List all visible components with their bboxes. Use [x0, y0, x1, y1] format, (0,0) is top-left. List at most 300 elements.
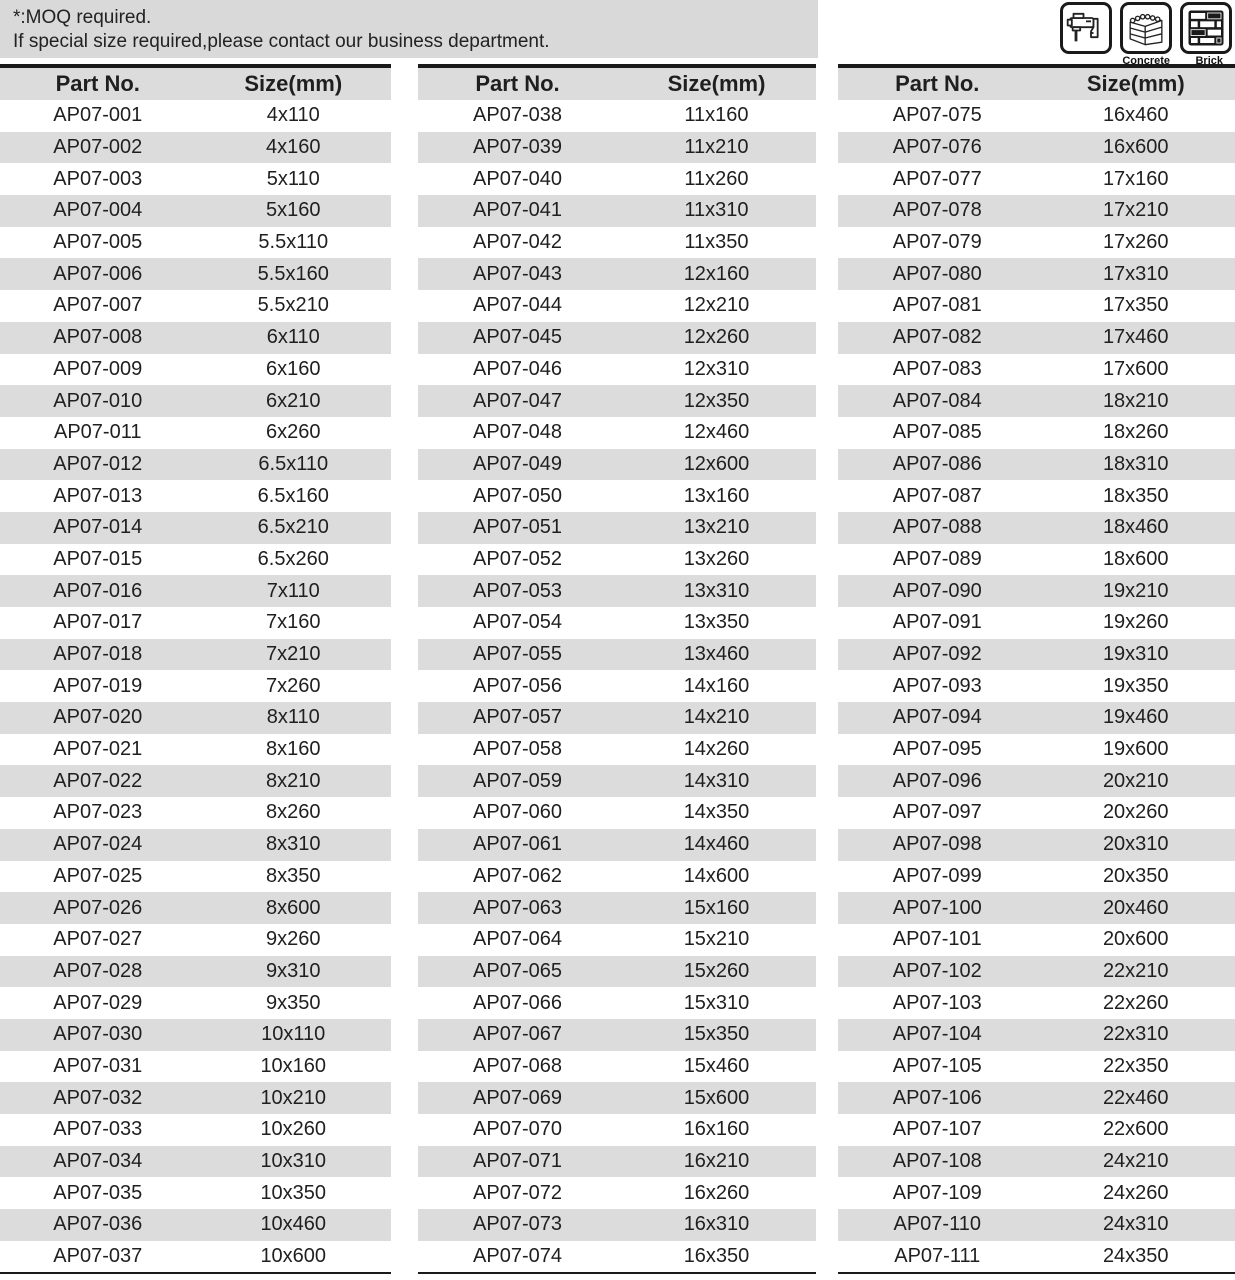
- part-no-cell: AP07-042: [473, 231, 562, 254]
- part-no-cell: AP07-055: [473, 643, 562, 666]
- size-cell: 17x460: [1102, 326, 1169, 349]
- size-cell: 20x260: [1102, 801, 1169, 824]
- part-no-cell: AP07-007: [53, 294, 143, 317]
- size-cell: 6x160: [266, 357, 321, 380]
- table-row: [838, 290, 1235, 322]
- size-cell: 18x260: [1102, 421, 1169, 444]
- table-row: [418, 100, 816, 132]
- part-no-cell: AP07-012: [53, 452, 143, 475]
- size-cell: 16x160: [683, 1118, 750, 1141]
- size-cell: 20x600: [1102, 928, 1169, 951]
- table-row: [0, 449, 391, 481]
- part-no-cell: AP07-108: [892, 1150, 982, 1173]
- size-cell: 10x460: [260, 1213, 327, 1236]
- part-no-cell: AP07-009: [53, 357, 143, 380]
- part-no-cell: AP07-089: [892, 547, 982, 570]
- size-cell: 14x600: [683, 864, 750, 887]
- table-row: [418, 892, 816, 924]
- size-cell: 8x350: [266, 864, 321, 887]
- part-no-cell: AP07-024: [53, 833, 143, 856]
- table-row: [418, 195, 816, 227]
- size-cell: 16x460: [1102, 104, 1169, 127]
- part-no-cell: AP07-066: [473, 991, 562, 1014]
- hammer-drill-icon: [1060, 2, 1112, 54]
- table-row: [0, 163, 391, 195]
- part-no-cell: AP07-002: [53, 136, 143, 159]
- size-cell: 7x210: [266, 643, 321, 666]
- table-row: [0, 765, 391, 797]
- part-no-cell: AP07-097: [892, 801, 982, 824]
- part-no-cell: AP07-084: [892, 389, 982, 412]
- table-row: [418, 829, 816, 861]
- table-row: [838, 195, 1235, 227]
- size-cell: 10x160: [260, 1054, 327, 1077]
- table-row: [0, 924, 391, 956]
- size-cell: 8x110: [266, 706, 320, 729]
- size-cell: 16x210: [683, 1150, 750, 1173]
- part-no-cell: AP07-039: [473, 136, 562, 159]
- part-no-cell: AP07-020: [53, 706, 143, 729]
- part-no-cell: AP07-103: [892, 991, 982, 1014]
- table-row: [0, 861, 391, 893]
- table-row: [418, 132, 816, 164]
- part-no-cell: AP07-070: [473, 1118, 562, 1141]
- table-row: [0, 607, 391, 639]
- table-row: [838, 449, 1235, 481]
- table-row: [0, 290, 391, 322]
- table-row: [0, 734, 391, 766]
- table-row: [418, 385, 816, 417]
- table-row: [418, 956, 816, 988]
- table-row: [0, 1241, 391, 1273]
- size-cell: 22x210: [1102, 959, 1169, 982]
- size-cell: 20x310: [1102, 833, 1169, 856]
- size-cell: 5.5x160: [257, 262, 329, 285]
- part-no-cell: AP07-087: [892, 484, 982, 507]
- table-row: [838, 956, 1235, 988]
- part-no-cell: AP07-056: [473, 674, 562, 697]
- part-no-cell: AP07-064: [473, 928, 562, 951]
- table-row: [838, 258, 1235, 290]
- part-no-cell: AP07-035: [53, 1181, 143, 1204]
- size-cell: 24x310: [1102, 1213, 1169, 1236]
- size-cell: 18x350: [1102, 484, 1169, 507]
- table-row: [838, 417, 1235, 449]
- part-no-cell: AP07-006: [53, 262, 143, 285]
- table-row: [418, 1241, 816, 1273]
- table-row: [418, 670, 816, 702]
- part-no-cell: AP07-026: [53, 896, 143, 919]
- part-no-cell: AP07-003: [53, 167, 143, 190]
- part-no-cell: AP07-058: [473, 738, 562, 761]
- size-cell: 10x210: [260, 1086, 327, 1109]
- table-row: [838, 544, 1235, 576]
- size-cell: 24x210: [1102, 1150, 1169, 1173]
- size-cell: 11x350: [684, 231, 749, 254]
- size-cell: 15x600: [683, 1086, 750, 1109]
- part-no-cell: AP07-060: [473, 801, 562, 824]
- table-row: [0, 956, 391, 988]
- part-no-cell: AP07-054: [473, 611, 562, 634]
- table-row: [838, 132, 1235, 164]
- brick-icon-label: Brick: [1195, 55, 1223, 67]
- table-row: [0, 1177, 391, 1209]
- part-no-cell: AP07-028: [53, 959, 143, 982]
- part-no-cell: AP07-082: [892, 326, 982, 349]
- size-cell: 15x160: [683, 896, 750, 919]
- table-row: [0, 1051, 391, 1083]
- size-cell: 17x350: [1102, 294, 1169, 317]
- size-cell: 12x210: [683, 294, 750, 317]
- part-no-cell: AP07-047: [473, 389, 562, 412]
- table-body: [838, 100, 1235, 1272]
- table-row: [838, 354, 1235, 386]
- size-cell: 22x310: [1102, 1023, 1169, 1046]
- size-cell: 7x260: [266, 674, 321, 697]
- size-cell: 22x460: [1102, 1086, 1169, 1109]
- size-cell: 4x110: [266, 104, 320, 127]
- size-cell: 19x460: [1102, 706, 1169, 729]
- table-row: [418, 449, 816, 481]
- table-row: [838, 797, 1235, 829]
- part-no-cell: AP07-088: [892, 516, 982, 539]
- part-no-cell: AP07-062: [473, 864, 562, 887]
- table-row: [838, 163, 1235, 195]
- size-cell: 18x600: [1102, 547, 1169, 570]
- part-no-cell: AP07-061: [473, 833, 562, 856]
- size-cell: 20x460: [1102, 896, 1169, 919]
- table-row: [838, 100, 1235, 132]
- table-row: [0, 132, 391, 164]
- part-no-cell: AP07-078: [892, 199, 982, 222]
- table-row: [0, 987, 391, 1019]
- part-no-cell: AP07-043: [473, 262, 562, 285]
- part-no-cell: AP07-083: [892, 357, 982, 380]
- size-cell: 19x310: [1102, 643, 1169, 666]
- size-cell: 13x350: [683, 611, 750, 634]
- size-cell: 12x350: [683, 389, 750, 412]
- size-cell: 5.5x210: [257, 294, 329, 317]
- size-cell: 6.5x160: [257, 484, 329, 507]
- table-row: [418, 227, 816, 259]
- part-no-cell: AP07-008: [53, 326, 143, 349]
- part-no-cell: AP07-022: [53, 769, 143, 792]
- size-cell: 22x350: [1102, 1054, 1169, 1077]
- table-row: [0, 417, 391, 449]
- part-no-cell: AP07-029: [53, 991, 143, 1014]
- size-cell: 5x160: [266, 199, 321, 222]
- size-cell: 7x110: [266, 579, 320, 602]
- size-cell: 12x310: [683, 357, 750, 380]
- part-no-cell: AP07-102: [892, 959, 982, 982]
- part-no-cell: AP07-038: [473, 104, 562, 127]
- size-cell: 14x160: [683, 674, 750, 697]
- part-no-cell: AP07-036: [53, 1213, 143, 1236]
- part-no-cell: AP07-001: [53, 104, 143, 127]
- table-row: [418, 290, 816, 322]
- part-no-cell: AP07-105: [892, 1054, 982, 1077]
- part-no-cell: AP07-049: [473, 452, 562, 475]
- table-row: [0, 670, 391, 702]
- table-row: [0, 480, 391, 512]
- table-row: [838, 385, 1235, 417]
- moq-note-line2: If special size required,please contact our business department.: [13, 31, 550, 52]
- size-cell: 22x600: [1102, 1118, 1169, 1141]
- part-no-cell: AP07-045: [473, 326, 562, 349]
- table-row: [0, 1082, 391, 1114]
- size-cell: 8x260: [266, 801, 321, 824]
- size-cell: 9x310: [266, 959, 321, 982]
- part-no-cell: AP07-095: [892, 738, 982, 761]
- table-row: [418, 417, 816, 449]
- table-row: [0, 227, 391, 259]
- size-cell: 17x600: [1102, 357, 1169, 380]
- table-row: [838, 1177, 1235, 1209]
- table-row: [0, 797, 391, 829]
- table-row: [0, 702, 391, 734]
- size-cell: 13x310: [683, 579, 750, 602]
- size-cell: 6.5x210: [257, 516, 329, 539]
- part-no-cell: AP07-077: [892, 167, 982, 190]
- table-row: [0, 1114, 391, 1146]
- table-row: [0, 354, 391, 386]
- table-row: [418, 1146, 816, 1178]
- table-row: [0, 1146, 391, 1178]
- part-no-cell: AP07-013: [53, 484, 143, 507]
- part-no-cell: AP07-073: [473, 1213, 562, 1236]
- parts-table-1: [0, 64, 391, 1274]
- table-row: [0, 1019, 391, 1051]
- table-row: [418, 1177, 816, 1209]
- part-no-cell: AP07-101: [892, 928, 982, 951]
- table-row: [418, 258, 816, 290]
- table-row: [0, 544, 391, 576]
- part-no-cell: AP07-092: [892, 643, 982, 666]
- part-no-cell: AP07-065: [473, 959, 562, 982]
- part-no-cell: AP07-094: [892, 706, 982, 729]
- table-row: [838, 1114, 1235, 1146]
- table-row: [838, 639, 1235, 671]
- part-no-cell: AP07-030: [53, 1023, 143, 1046]
- size-cell: 17x260: [1102, 231, 1169, 254]
- size-cell: 16x600: [1102, 136, 1169, 159]
- part-no-cell: AP07-079: [892, 231, 982, 254]
- table-row: [838, 670, 1235, 702]
- part-no-cell: AP07-033: [53, 1118, 143, 1141]
- part-no-cell: AP07-010: [53, 389, 143, 412]
- table-row: [0, 322, 391, 354]
- table-row: [418, 1051, 816, 1083]
- part-no-cell: AP07-110: [893, 1213, 981, 1236]
- part-no-cell: AP07-100: [892, 896, 982, 919]
- size-cell: 18x210: [1102, 389, 1169, 412]
- size-cell: 9x260: [266, 928, 321, 951]
- part-no-cell: AP07-104: [892, 1023, 982, 1046]
- size-cell: 12x460: [683, 421, 750, 444]
- table-row: [838, 227, 1235, 259]
- size-cell: 12x260: [683, 326, 750, 349]
- table-row: [418, 797, 816, 829]
- size-cell: 17x310: [1102, 262, 1169, 285]
- size-cell: 8x210: [266, 769, 321, 792]
- size-cell: 10x110: [261, 1023, 326, 1046]
- part-no-cell: AP07-051: [473, 516, 562, 539]
- part-no-cell: AP07-052: [473, 547, 562, 570]
- table-row: [838, 734, 1235, 766]
- part-no-cell: AP07-081: [892, 294, 982, 317]
- part-no-cell: AP07-044: [473, 294, 562, 317]
- size-cell: 10x600: [260, 1245, 327, 1268]
- concrete-icon: [1120, 2, 1172, 54]
- size-cell: 11x160: [684, 104, 749, 127]
- table-header-row: [0, 68, 391, 100]
- brick-icon-item: [1122, 2, 1233, 67]
- table-row: [418, 702, 816, 734]
- size-cell: 18x310: [1102, 452, 1169, 475]
- part-no-cell: AP07-085: [892, 421, 982, 444]
- size-cell: 13x210: [683, 516, 750, 539]
- size-cell: 12x160: [683, 262, 750, 285]
- part-no-cell: AP07-025: [53, 864, 143, 887]
- size-cell: 5x110: [266, 167, 320, 190]
- part-no-cell: AP07-040: [473, 167, 562, 190]
- table-row: [418, 354, 816, 386]
- table-row: [0, 1209, 391, 1241]
- size-cell: 14x460: [683, 833, 750, 856]
- table-body: [0, 100, 391, 1272]
- size-cell: 8x310: [266, 833, 321, 856]
- table-row: [838, 765, 1235, 797]
- table-row: [418, 512, 816, 544]
- table-row: [0, 639, 391, 671]
- size-cell: 24x260: [1102, 1181, 1169, 1204]
- table-header-row: [418, 68, 816, 100]
- table-row: [418, 1019, 816, 1051]
- size-cell: 15x350: [683, 1023, 750, 1046]
- size-cell: 5.5x110: [258, 231, 329, 254]
- size-cell: 15x460: [683, 1054, 750, 1077]
- part-no-cell: AP07-027: [53, 928, 143, 951]
- table-row: [0, 100, 391, 132]
- table-row: [418, 1209, 816, 1241]
- size-cell: 8x600: [266, 896, 321, 919]
- part-no-cell: AP07-076: [892, 136, 982, 159]
- size-cell: 11x310: [684, 199, 749, 222]
- part-no-cell: AP07-063: [473, 896, 562, 919]
- size-cell: 6x260: [266, 421, 321, 444]
- part-no-cell: AP07-072: [473, 1181, 562, 1204]
- table-row: [418, 1082, 816, 1114]
- size-cell: 19x260: [1102, 611, 1169, 634]
- table-row: [838, 1051, 1235, 1083]
- parts-table-2: [418, 64, 816, 1274]
- part-no-cell: AP07-034: [53, 1150, 143, 1173]
- table-row: [418, 861, 816, 893]
- part-no-cell: AP07-011: [54, 421, 142, 444]
- table-row: [838, 987, 1235, 1019]
- size-cell: 19x350: [1102, 674, 1169, 697]
- table-row: [418, 734, 816, 766]
- table-row: [838, 861, 1235, 893]
- brick-icon: [1180, 2, 1232, 54]
- table-row: [838, 1146, 1235, 1178]
- part-no-header: Part No.: [475, 71, 560, 96]
- part-no-cell: AP07-075: [892, 104, 982, 127]
- application-icons: [1059, 2, 1233, 67]
- part-no-cell: AP07-014: [53, 516, 143, 539]
- concrete-icon-item: [1119, 2, 1173, 54]
- part-no-cell: AP07-068: [473, 1054, 562, 1077]
- size-cell: 15x310: [683, 991, 750, 1014]
- table-row: [418, 322, 816, 354]
- size-cell: 6x210: [266, 389, 321, 412]
- size-cell: 13x160: [683, 484, 750, 507]
- table-row: [0, 892, 391, 924]
- size-cell: 22x260: [1102, 991, 1169, 1014]
- part-no-cell: AP07-067: [473, 1023, 562, 1046]
- hammer-drill-icon-item: [1059, 2, 1113, 54]
- part-no-cell: AP07-096: [892, 769, 982, 792]
- part-no-cell: AP07-019: [53, 674, 143, 697]
- table-row: [0, 512, 391, 544]
- part-no-header: Part No.: [895, 71, 980, 96]
- table-header-row: [838, 68, 1235, 100]
- size-cell: 18x460: [1102, 516, 1169, 539]
- part-no-cell: AP07-023: [53, 801, 143, 824]
- table-row: [418, 924, 816, 956]
- part-no-cell: AP07-050: [473, 484, 562, 507]
- table-row: [838, 1209, 1235, 1241]
- table-row: [418, 575, 816, 607]
- table-row: [0, 575, 391, 607]
- part-no-cell: AP07-109: [892, 1181, 982, 1204]
- size-cell: 16x260: [683, 1181, 750, 1204]
- table-row: [418, 607, 816, 639]
- table-row: [0, 829, 391, 861]
- size-cell: 11x260: [684, 167, 749, 190]
- size-header: Size(mm): [244, 71, 343, 96]
- part-no-cell: AP07-046: [473, 357, 562, 380]
- moq-note: [0, 0, 818, 58]
- size-cell: 10x350: [260, 1181, 327, 1204]
- size-cell: 20x210: [1102, 769, 1169, 792]
- part-no-cell: AP07-074: [473, 1245, 562, 1268]
- size-cell: 10x310: [260, 1150, 327, 1173]
- table-row: [418, 765, 816, 797]
- size-cell: 16x310: [683, 1213, 750, 1236]
- table-row: [838, 480, 1235, 512]
- size-cell: 15x210: [683, 928, 750, 951]
- table-row: [838, 1082, 1235, 1114]
- size-cell: 20x350: [1102, 864, 1169, 887]
- part-no-cell: AP07-069: [473, 1086, 562, 1109]
- part-no-cell: AP07-111: [894, 1245, 981, 1268]
- table-row: [418, 480, 816, 512]
- concrete-icon-label: Concrete: [1122, 55, 1170, 67]
- size-cell: 19x600: [1102, 738, 1169, 761]
- part-no-cell: AP07-071: [473, 1150, 562, 1173]
- part-no-cell: AP07-090: [892, 579, 982, 602]
- size-cell: 14x260: [683, 738, 750, 761]
- size-cell: 10x260: [260, 1118, 327, 1141]
- part-no-cell: AP07-093: [892, 674, 982, 697]
- size-cell: 14x210: [683, 706, 750, 729]
- table-row: [838, 607, 1235, 639]
- part-no-cell: AP07-015: [53, 547, 143, 570]
- part-no-cell: AP07-031: [53, 1054, 143, 1077]
- table-row: [418, 639, 816, 671]
- part-no-cell: AP07-037: [53, 1245, 143, 1268]
